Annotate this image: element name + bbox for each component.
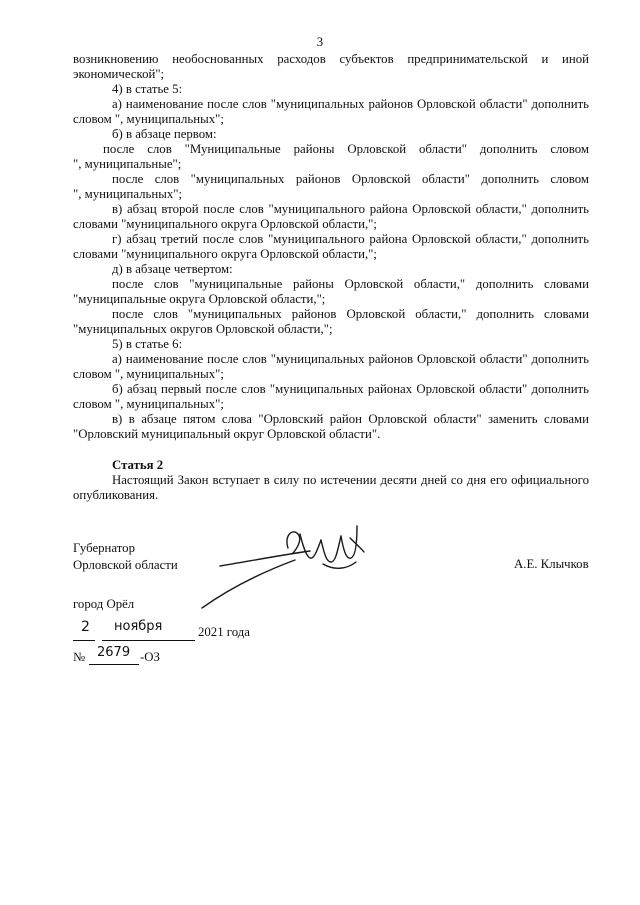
text-line: словом ", муниципальных"; — [73, 397, 224, 411]
number-suffix: -ОЗ — [140, 650, 160, 664]
text-line: Настоящий Закон вступает в силу по истечении десяти дней со дня его официального — [112, 473, 589, 487]
text-line: в) абзац второй после слов "муниципального района Орловской области," дополнить — [112, 202, 589, 216]
text-line: а) наименование после слов "муниципальных районов Орловской области" дополнить — [112, 97, 589, 111]
text-line: 4) в статье 5: — [112, 82, 183, 96]
text-line: д) в абзаце четвертом: — [112, 262, 233, 276]
signatory-title — [73, 540, 178, 574]
date-year: 2021 года — [198, 625, 250, 639]
signatory-title-line1: Губернатор — [73, 541, 135, 555]
text-line: "муниципальные округа Орловской области,"; — [73, 292, 326, 306]
signatory-title-line2: Орловской области — [73, 558, 178, 572]
text-line: возникновению необоснованных расходов субъектов предпринимательской и иной — [73, 52, 589, 66]
number-field — [89, 645, 139, 665]
text-line: словами "муниципального округа Орловской области,"; — [73, 247, 377, 261]
handwritten-signature — [200, 518, 380, 613]
number-value: 2679 — [97, 645, 131, 660]
text-line: после слов "муниципальные районы Орловской области," дополнить словами — [112, 277, 589, 291]
law-number — [73, 645, 273, 670]
text-line: "Орловский муниципальный округ Орловской области". — [73, 427, 381, 441]
date-month-field — [102, 619, 195, 641]
article-text — [73, 473, 589, 503]
text-line: словом ", муниципальных"; — [73, 112, 224, 126]
text-line: словом ", муниципальных"; — [73, 367, 224, 381]
date-month-value: ноября — [114, 619, 163, 634]
article-heading: Статья 2 — [112, 458, 164, 472]
signing-city: город Орёл — [73, 597, 135, 611]
text-line: после слов "Муниципальные районы Орловской области" дополнить словом — [103, 142, 589, 156]
text-line: после слов "муниципальных районов Орловской области," дополнить словами — [112, 307, 589, 321]
text-line: словами "муниципального округа Орловской области,"; — [73, 217, 377, 231]
text-line: б) в абзаце первом: — [112, 127, 217, 141]
date-day-value: 2 — [81, 619, 90, 635]
text-line: а) наименование после слов "муниципальных районов Орловской области" дополнить — [112, 352, 589, 366]
signing-date — [73, 619, 333, 645]
text-line: б) абзац первый после слов "муниципальных районах Орловской области" дополнить — [112, 382, 589, 396]
amendments-text — [73, 52, 589, 442]
text-line: "муниципальных округов Орловской области,"; — [73, 322, 333, 336]
text-line: ", муниципальные"; — [73, 157, 182, 171]
number-sign: № — [73, 650, 86, 664]
text-line: 5) в статье 6: — [112, 337, 183, 351]
text-line: ", муниципальных"; — [73, 187, 182, 201]
text-line: после слов "муниципальных районов Орловской области" дополнить словом — [112, 172, 589, 186]
text-line: опубликования. — [73, 488, 159, 502]
signatory-name: А.Е. Клычков — [514, 557, 589, 571]
text-line: г) абзац третий после слов "муниципального района Орловской области," дополнить — [112, 232, 589, 246]
text-line: в) в абзаце пятом слова "Орловский район Орловской области" заменить словами — [112, 412, 589, 426]
text-line: экономической"; — [73, 67, 165, 81]
page-number: 3 — [316, 35, 324, 49]
date-day-field — [73, 619, 95, 641]
